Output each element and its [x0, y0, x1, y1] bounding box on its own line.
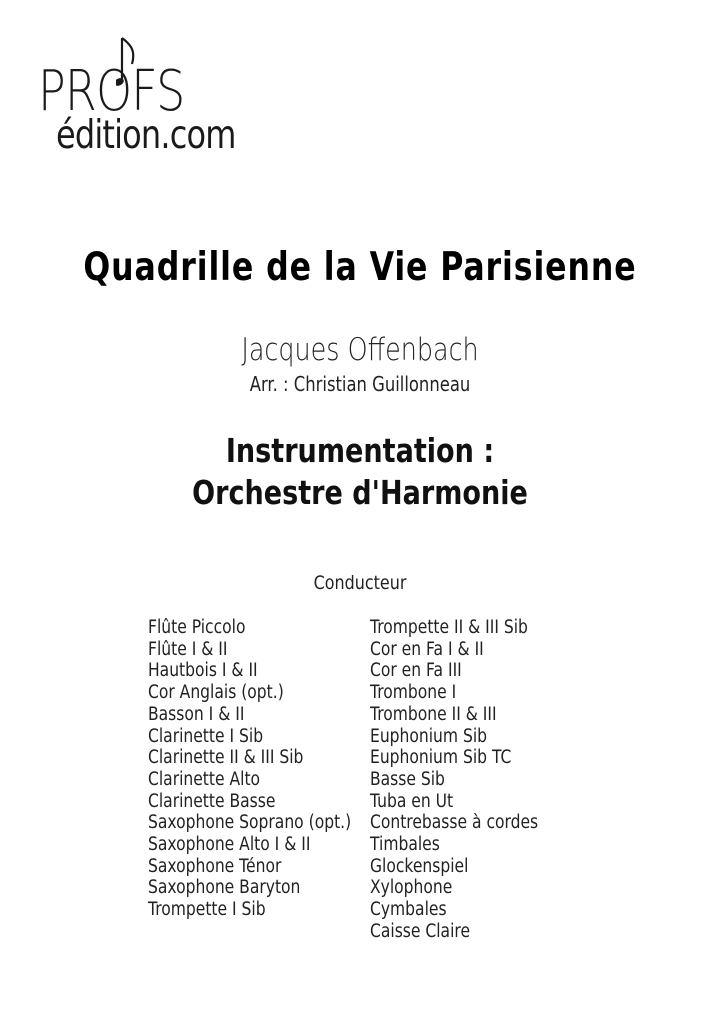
list-item: Euphonium Sib — [370, 725, 488, 747]
publisher-logo — [38, 34, 248, 159]
list-item: Flûte I & II — [148, 638, 228, 660]
list-item: Trombone II & III — [370, 703, 497, 725]
list-item: Clarinette I Sib — [148, 725, 264, 747]
list-item: Timbales — [370, 834, 440, 856]
list-item: Trombone I — [370, 682, 457, 704]
list-item: Saxophone Baryton — [148, 877, 301, 899]
logo-domain: édition.com — [56, 113, 236, 158]
list-item: Saxophone Alto I & II — [148, 834, 311, 856]
logo-brand: PROFS — [38, 59, 185, 124]
list-item: Trompette I Sib — [148, 899, 266, 921]
list-item: Cor Anglais (opt.) — [148, 682, 284, 704]
list-item: Saxophone Ténor — [148, 855, 282, 877]
list-item: Basse Sib — [370, 768, 445, 790]
piece-title: Quadrille de la Vie Parisienne — [83, 245, 637, 290]
list-item: Clarinette Alto — [148, 768, 261, 790]
parts-list-left — [148, 617, 390, 921]
conductor-part: Conducteur — [313, 572, 407, 594]
ensemble-name: Orchestre d'Harmonie — [192, 473, 528, 512]
list-item: Tuba en Ut — [370, 790, 454, 812]
list-item: Clarinette Basse — [148, 790, 276, 812]
parts-list-right — [370, 617, 570, 943]
list-item: Trompette II & III Sib — [370, 617, 528, 638]
list-item: Cor en Fa III — [370, 660, 462, 682]
list-item: Cor en Fa I & II — [370, 638, 484, 660]
list-item: Caisse Claire — [370, 920, 471, 942]
list-item: Clarinette II & III Sib — [148, 747, 304, 769]
instrumentation-heading — [65, 430, 655, 514]
list-item: Contrebasse à cordes — [370, 812, 539, 834]
arranger-credit: Arr. : Christian Guillonneau — [249, 372, 471, 396]
list-item: Basson I & II — [148, 703, 245, 725]
list-item: Xylophone — [370, 877, 453, 899]
instrumentation-label: Instrumentation : — [225, 431, 495, 470]
list-item: Euphonium Sib TC — [370, 747, 512, 769]
composer-name: Jacques Offenbach — [241, 332, 479, 368]
list-item: Glockenspiel — [370, 855, 469, 877]
list-item: Cymbales — [370, 899, 447, 921]
list-item: Saxophone Soprano (opt.) — [148, 812, 352, 834]
list-item: Hautbois I & II — [148, 660, 258, 682]
list-item: Flûte Piccolo — [148, 617, 246, 638]
